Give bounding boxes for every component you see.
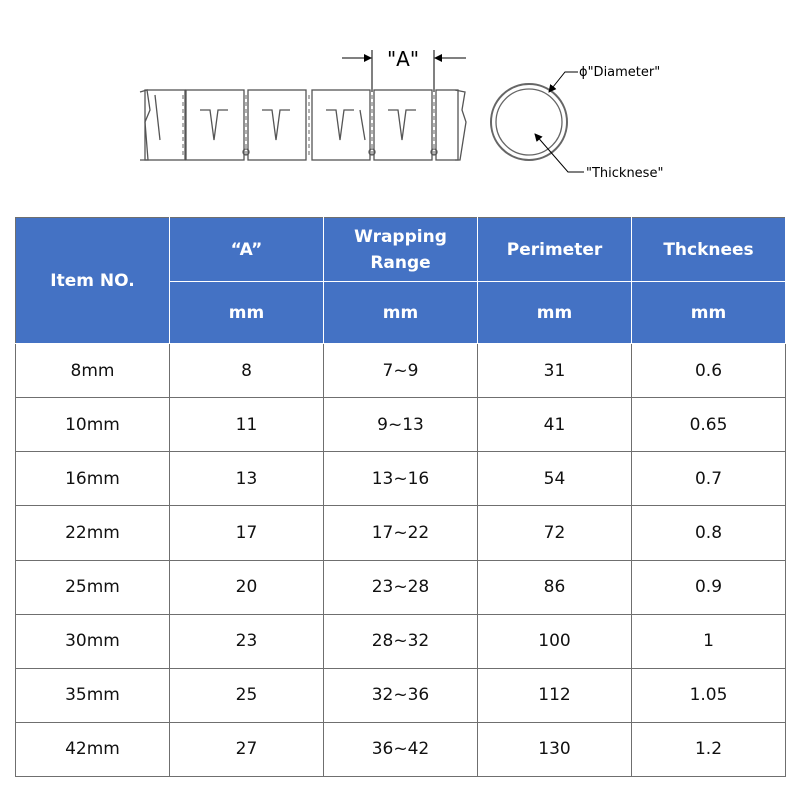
cell-item-no: 30mm: [16, 614, 170, 668]
cell-a: 8: [170, 344, 324, 398]
unit-wrapping-range: mm: [324, 282, 478, 344]
cell-item-no: 16mm: [16, 452, 170, 506]
header-perimeter: Perimeter: [478, 218, 632, 282]
cell-item-no: 8mm: [16, 344, 170, 398]
cell-perimeter: 130: [478, 722, 632, 776]
cell-a: 17: [170, 506, 324, 560]
header-wrapping-range: Wrapping Range: [324, 218, 478, 282]
unit-thickness: mm: [632, 282, 786, 344]
cell-wrapping-range: 9~13: [324, 398, 478, 452]
cell-a: 27: [170, 722, 324, 776]
table-row: [16, 452, 786, 506]
table-row: [16, 614, 786, 668]
cell-thickness: 1.05: [632, 668, 786, 722]
cell-thickness: 0.9: [632, 560, 786, 614]
cell-perimeter: 54: [478, 452, 632, 506]
table-row: [16, 398, 786, 452]
cell-a: 23: [170, 614, 324, 668]
cell-thickness: 0.7: [632, 452, 786, 506]
cell-item-no: 10mm: [16, 398, 170, 452]
cell-wrapping-range: 13~16: [324, 452, 478, 506]
cell-item-no: 42mm: [16, 722, 170, 776]
cell-item-no: 35mm: [16, 668, 170, 722]
table-row: [16, 344, 786, 398]
wrap-strip-drawing: [140, 90, 466, 160]
header-item-no: Item NO.: [16, 218, 170, 344]
table-row: [16, 722, 786, 776]
header-thickness: Thcknees: [632, 218, 786, 282]
spec-table: [15, 217, 786, 777]
cell-a: 11: [170, 398, 324, 452]
cell-a: 13: [170, 452, 324, 506]
cell-wrapping-range: 17~22: [324, 506, 478, 560]
cell-thickness: 0.65: [632, 398, 786, 452]
thickness-label: "Thicknese": [586, 166, 664, 181]
diameter-label: ϕ"Diameter": [579, 65, 661, 80]
cross-section-ring: [491, 84, 567, 160]
table-header: [16, 218, 786, 344]
cell-perimeter: 72: [478, 506, 632, 560]
table-body: [16, 344, 786, 777]
cell-wrapping-range: 32~36: [324, 668, 478, 722]
table-row: [16, 560, 786, 614]
cell-thickness: 0.6: [632, 344, 786, 398]
cell-wrapping-range: 23~28: [324, 560, 478, 614]
unit-a: mm: [170, 282, 324, 344]
cell-perimeter: 112: [478, 668, 632, 722]
cell-item-no: 25mm: [16, 560, 170, 614]
cell-thickness: 1.2: [632, 722, 786, 776]
cell-perimeter: 41: [478, 398, 632, 452]
cell-wrapping-range: 7~9: [324, 344, 478, 398]
cell-perimeter: 100: [478, 614, 632, 668]
cell-perimeter: 31: [478, 344, 632, 398]
cell-thickness: 1: [632, 614, 786, 668]
table-row: [16, 506, 786, 560]
cell-thickness: 0.8: [632, 506, 786, 560]
cell-perimeter: 86: [478, 560, 632, 614]
cell-a: 20: [170, 560, 324, 614]
spiral-wrap-diagram: [0, 0, 800, 210]
dimension-a-label: "A": [386, 47, 420, 71]
unit-perimeter: mm: [478, 282, 632, 344]
cell-a: 25: [170, 668, 324, 722]
header-a: “A”: [170, 218, 324, 282]
cell-wrapping-range: 28~32: [324, 614, 478, 668]
cell-wrapping-range: 36~42: [324, 722, 478, 776]
cell-item-no: 22mm: [16, 506, 170, 560]
table-row: [16, 668, 786, 722]
